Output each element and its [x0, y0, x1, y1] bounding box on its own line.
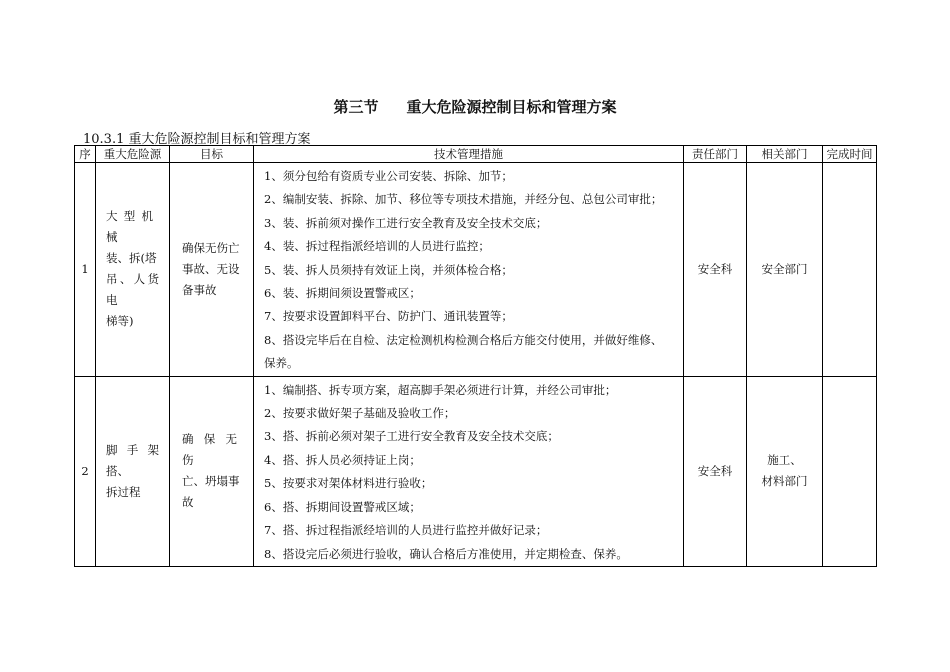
- measure-item: 8、搭设完毕后在自检、法定检测机构检测合格后方能交付使用，并做好维修、: [264, 332, 663, 347]
- completion-time: [823, 376, 877, 566]
- measure-item: 3、装、拆前须对操作工进行安全教育及安全技术交底；: [264, 215, 548, 230]
- measure-item: 7、按要求设置卸料平台、防护门、通讯装置等；: [264, 309, 513, 324]
- measure-item: 4、搭、拆人员必须持证上岗；: [264, 452, 421, 467]
- header-responsible: 责任部门: [684, 146, 747, 163]
- section-number: 第三节: [333, 98, 379, 116]
- measure-item: 保养。: [264, 356, 299, 371]
- responsible-dept: 安全科: [684, 376, 747, 566]
- responsible-dept: 安全科: [684, 163, 747, 377]
- management-measures: [254, 163, 684, 377]
- related-dept: 施工、 材料部门: [747, 376, 823, 566]
- table-header-row: [75, 146, 877, 163]
- hazard-source: 大型机械 装、拆(塔 吊、人货电 梯等): [96, 163, 170, 377]
- measure-item: 6、装、拆期间须设置警戒区；: [264, 286, 421, 301]
- table-row: [75, 163, 877, 377]
- table-row: [75, 376, 877, 566]
- hazard-control-table: [74, 145, 877, 567]
- section-heading: 重大危险源控制目标和管理方案: [406, 98, 617, 116]
- control-goal: 确保无伤 亡、坍塌事 故: [170, 376, 254, 566]
- management-measures: [254, 376, 684, 566]
- completion-time: [823, 163, 877, 377]
- table-caption: 10.3.1 重大危险源控制目标和管理方案: [83, 132, 311, 147]
- row-number: 2: [75, 376, 96, 566]
- measure-item: 2、编制安装、拆除、加节、移位等专项技术措施，并经分包、总包公司审批；: [264, 192, 663, 207]
- related-dept: 安全部门: [747, 163, 823, 377]
- measure-item: 1、须分包给有资质专业公司安装、拆除、加节；: [264, 169, 513, 183]
- header-measures: 技术管理措施: [254, 146, 684, 163]
- measure-item: 2、按要求做好架子基础及验收工作；: [264, 406, 456, 421]
- measure-item: 1、编制搭、拆专项方案，超高脚手架必须进行计算，并经公司审批；: [264, 382, 617, 397]
- measure-item: 7、搭、拆过程指派经培训的人员进行监控并做好记录；: [264, 523, 548, 538]
- header-related: 相关部门: [747, 146, 823, 163]
- header-completion: 完成时间: [823, 146, 877, 163]
- hazard-source: 脚手架搭、 拆过程: [96, 376, 170, 566]
- measure-item: 6、搭、拆期间设置警戒区域；: [264, 499, 421, 514]
- measure-item: 8、搭设完后必须进行验收，确认合格后方准使用，并定期检查、保养。: [264, 546, 628, 561]
- measure-item: 3、搭、拆前必须对架子工进行安全教育及安全技术交底；: [264, 429, 559, 444]
- header-no: 序: [75, 146, 96, 163]
- measure-item: 5、按要求对架体材料进行验收；: [264, 476, 433, 491]
- measure-item: 5、装、拆人员须持有效证上岗，并须体检合格；: [264, 262, 513, 277]
- header-source: 重大危险源: [96, 146, 170, 163]
- page-title: [0, 96, 950, 117]
- measure-item: 4、装、拆过程指派经培训的人员进行监控；: [264, 239, 490, 254]
- header-goal: 目标: [170, 146, 254, 163]
- row-number: 1: [75, 163, 96, 377]
- control-goal: 确保无伤亡 事故、无设 备事故: [170, 163, 254, 377]
